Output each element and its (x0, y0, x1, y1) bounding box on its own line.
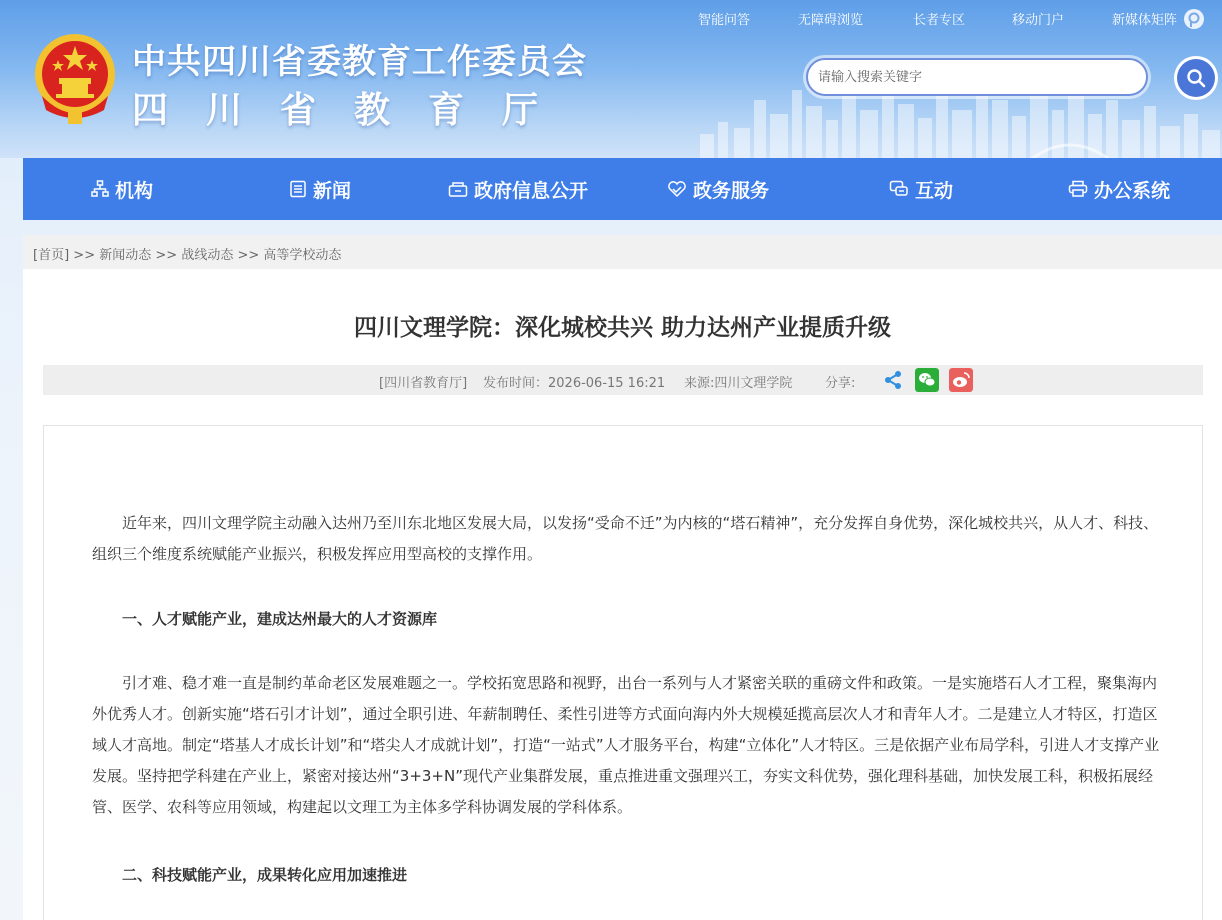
breadcrumb-separator: >> (237, 248, 260, 263)
breadcrumb (33, 244, 341, 263)
search-icon (1186, 68, 1206, 88)
breadcrumb-separator: >> (73, 248, 96, 263)
meta-source-org: [四川省教育厅] (379, 376, 468, 391)
main-nav (23, 158, 1222, 220)
article-title: 四川文理学院：深化城校共兴 助力达州产业提质升级 (353, 315, 891, 341)
nav-item-interaction[interactable] (889, 158, 953, 220)
top-link-new-media[interactable]: 新媒体矩阵 (1112, 13, 1178, 28)
meta-share-label: 分享: (825, 376, 856, 391)
nav-item-office-system[interactable] (1068, 158, 1170, 220)
nav-item-organization[interactable] (91, 158, 153, 220)
info-disclosure-icon (448, 180, 468, 198)
weibo-icon[interactable] (949, 368, 973, 392)
breadcrumb-item-news[interactable]: 新闻动态 (99, 248, 152, 263)
top-link-accessibility[interactable]: 无障碍浏览 (798, 13, 864, 28)
top-link-smart-qa[interactable]: 智能问答 (698, 13, 751, 28)
article-meta-bar (43, 365, 1203, 395)
article-paragraph: 引才难、稳才难一直是制约革命老区发展难题之一。学校拓宽思路和视野，出台一系列与人才紧密关联的重磅文件和政策。一是实施塔石人才工程，聚集海内外优秀人才。创新实施“塔石引才计划”，通过全职引进、年薪制聘任、柔性引进等方式面向海内外大规模延揽高层次人才和青年人才。二是建立人才特区，打造区域人才高地。制定“塔基人才成长计划”和“塔尖人才成就计划”，打造“一站式”人才服务平台，构建“立体化”人才特区。三是依据产业布局学科，引进人才支撑产业发展。坚持把学科建在产业上，紧密对接达州“3+3+N”现代产业集群发展，重点推进重文强理兴工，夯实文科优势，强化理科基础，加快发展工科，积极拓展经管、医学、农科等应用领域，构建起以文理工为主体多学科协调发展的学科体系。 (92, 674, 1160, 816)
nav-label: 政务服务 (693, 179, 770, 202)
service-icon (667, 180, 687, 198)
breadcrumb-item-universities[interactable]: 高等学校动态 (263, 248, 342, 263)
nav-label: 办公系统 (1094, 179, 1171, 202)
nav-item-info-disclosure[interactable] (448, 158, 588, 220)
site-header (0, 0, 1222, 158)
wechat-icon[interactable] (915, 368, 939, 392)
article-panel (23, 269, 1222, 920)
article-paragraph: 近年来，四川文理学院主动融入达州乃至川东北地区发展大局，以发扬“受命不迁”为内核的“塔石精神”，充分发挥自身优势，深化城校共兴，从人才、科技、组织三个维度系统赋能产业振兴，积极发挥应用型高校的支撑作用。 (92, 514, 1159, 563)
nav-item-news[interactable] (289, 158, 351, 220)
nav-item-gov-service[interactable] (667, 158, 769, 220)
breadcrumb-separator: >> (155, 248, 178, 263)
breadcrumb-home[interactable]: [首页] (33, 248, 70, 263)
new-media-icon[interactable] (1183, 8, 1205, 30)
org-name-line2: 四川省教育厅 (132, 90, 577, 131)
nav-label: 机构 (115, 179, 154, 202)
chat-icon (889, 180, 909, 198)
article-section-heading: 二、科技赋能产业，成果转化应用加速推进 (122, 866, 408, 884)
article-section-heading: 一、人才赋能产业，建成达州最大的人才资源库 (122, 610, 438, 628)
article-content (43, 425, 1203, 920)
nav-label: 互动 (915, 179, 954, 202)
org-name-line1: 中共四川省委教育工作委员会 (132, 42, 587, 82)
national-emblem-icon (32, 26, 118, 126)
printer-icon (1068, 180, 1088, 198)
breadcrumb-bar (23, 235, 1222, 269)
nav-label: 新闻 (313, 179, 352, 202)
meta-source: 来源:四川文理学院 (684, 376, 793, 391)
news-icon (289, 180, 307, 198)
search-button[interactable] (1174, 56, 1218, 100)
breadcrumb-item-frontline[interactable]: 战线动态 (181, 248, 234, 263)
search-input[interactable] (806, 58, 1148, 96)
meta-publish-time: 发布时间：2026-06-15 16:21 (483, 376, 666, 391)
share-icon[interactable] (881, 368, 905, 392)
nav-label: 政府信息公开 (474, 179, 589, 202)
org-chart-icon (91, 180, 109, 198)
top-link-elderly[interactable]: 长者专区 (913, 13, 966, 28)
top-link-mobile[interactable]: 移动门户 (1012, 13, 1065, 28)
